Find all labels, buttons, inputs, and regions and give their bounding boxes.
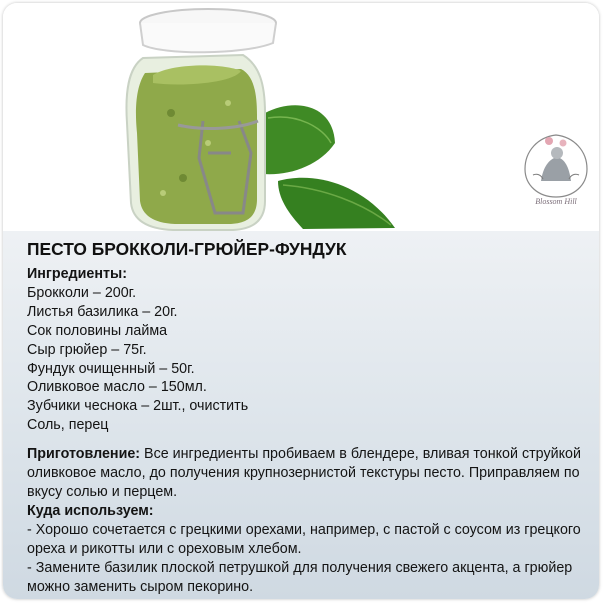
recipe-title: ПЕСТО БРОККОЛИ-ГРЮЙЕР-ФУНДУК xyxy=(27,239,347,259)
ingredient-item: Брокколи – 200г. xyxy=(27,284,137,301)
basil-leaves xyxy=(255,105,395,229)
recipe-card xyxy=(3,3,599,599)
preparation-paragraph xyxy=(27,445,587,502)
logo-caption: Blossom Hill xyxy=(535,197,577,206)
recipe-text xyxy=(27,235,587,596)
ingredient-item: Оливковое масло – 150мл. xyxy=(27,379,207,396)
brand-logo xyxy=(519,131,593,217)
logo-emblem-icon xyxy=(519,131,593,201)
usage-item: - Замените базилик плоской петрушкой для получения свежего акцента, а грюйер можно заменить сыром пекорино. xyxy=(27,559,573,595)
ingredient-item: Зубчики чеснока – 2шт., очистить xyxy=(27,398,249,415)
ingredient-item: Соль, перец xyxy=(27,417,109,434)
ingredient-item: Фундук очищенный – 50г. xyxy=(27,360,195,377)
glass-jar xyxy=(126,9,276,230)
pesto-jar-illustration xyxy=(3,3,599,231)
ingredients-list xyxy=(27,284,587,435)
preparation-text: Все ингредиенты пробиваем в блендере, вливая тонкой струйкой оливковое масло, до получения крупнозернистой текстуры песто. Приправляем по вкусу солью и перцем. xyxy=(27,446,581,500)
usage-item: - Хорошо сочетается с грецкими орехами, например, с пастой с соусом из грецкого ореха и рикотты или с ореховым хлебом. xyxy=(27,521,581,557)
preparation-heading: Приготовление: xyxy=(27,446,141,463)
ingredient-item: Сыр грюйер – 75г. xyxy=(27,341,147,358)
ingredient-item: Сок половины лайма xyxy=(27,322,168,339)
ingredient-item: Листья базилика – 20г. xyxy=(27,303,178,320)
pesto-jar-photo xyxy=(3,3,599,231)
usage-heading: Куда используем: xyxy=(27,502,154,519)
ingredients-heading: Ингредиенты: xyxy=(27,266,127,282)
